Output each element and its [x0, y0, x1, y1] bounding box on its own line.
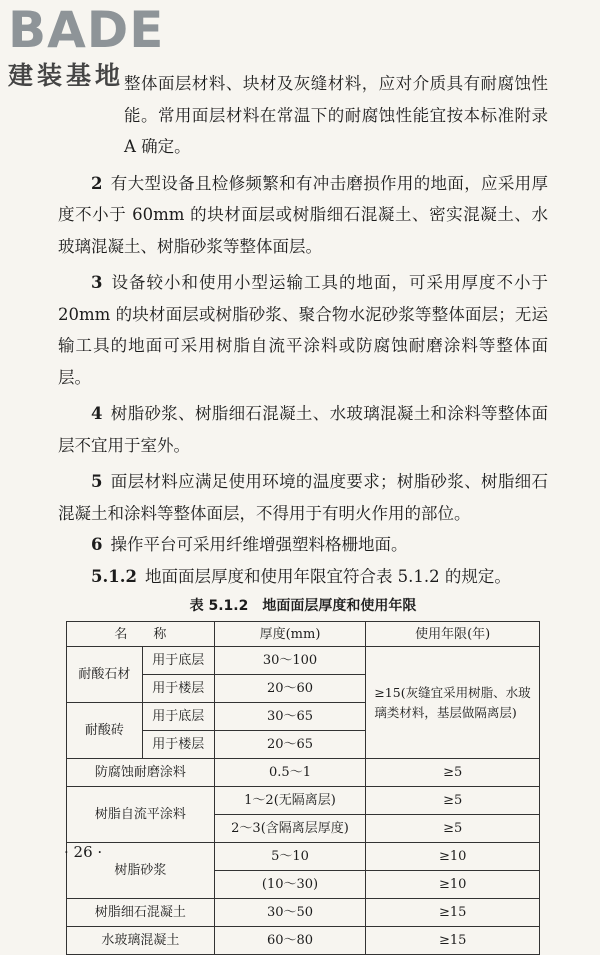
item-number: 4	[91, 404, 103, 423]
table-row	[67, 899, 540, 927]
cell-thickness: 2～3(含隔离层厚度)	[214, 815, 366, 843]
cell-thickness: 30～100	[214, 647, 366, 675]
paragraph-2	[58, 168, 548, 263]
document-body	[58, 68, 548, 955]
cell-floor: 用于楼层	[142, 731, 214, 759]
cell-life: ≥15	[366, 899, 540, 927]
table-row	[67, 759, 540, 787]
item-text: 操作平台可采用纤维增强塑料格栅地面。	[110, 535, 408, 554]
header-thickness: 厚度(mm)	[214, 622, 366, 647]
cell-acid-life: ≥15(灰缝宜采用树脂、水玻璃类材料，基层做隔离层)	[366, 647, 540, 759]
table-row	[67, 787, 540, 815]
item-number: 6	[91, 535, 103, 554]
item-number: 2	[91, 173, 103, 193]
page-number: · 26 ·	[64, 843, 103, 861]
clause-text: 地面面层厚度和使用年限宜符合表 5.1.2 的规定。	[144, 566, 511, 586]
item-text: 树脂砂浆、树脂细石混凝土、水玻璃混凝土和涂料等整体面层不宜用于室外。	[58, 404, 548, 455]
table-header-row	[67, 622, 540, 647]
item-text: 面层材料应满足使用环境的温度要求；树脂砂浆、树脂细石混凝土和涂料等整体面层，不得用于有明火作用的部位。	[58, 472, 548, 523]
cell-base: 用于底层	[142, 703, 214, 731]
cell-thickness: 1～2(无隔离层)	[214, 787, 366, 815]
logo-subtitle: 建装基地	[8, 61, 125, 90]
cell-life: ≥15	[366, 927, 540, 955]
paragraph-4	[58, 398, 548, 461]
table-row	[67, 843, 540, 871]
cell-life: ≥5	[366, 815, 540, 843]
cell-thickness: 30～50	[214, 899, 366, 927]
paragraph-6	[58, 529, 548, 561]
cell-life: ≥5	[366, 787, 540, 815]
paragraph-1: 整体面层材料、块材及灰缝材料，应对介质具有耐腐蚀性能。常用面层材料在常温下的耐腐蚀性能宜按本标准附录 A 确定。	[124, 74, 548, 156]
header-name: 名 称	[67, 622, 215, 647]
item-number: 3	[91, 273, 103, 292]
cell-thickness: 5～10	[214, 843, 366, 871]
table-title: 表 5.1.2 地面面层厚度和使用年限	[189, 598, 417, 614]
clause-number: 5.1.2	[91, 566, 137, 586]
cell-life: ≥10	[366, 871, 540, 899]
cell-glass-concrete: 水玻璃混凝土	[67, 927, 215, 955]
cell-thickness: 20～60	[214, 675, 366, 703]
item-text: 设备较小和使用小型运输工具的地面，可采用厚度不小于 20mm 的块材面层或树脂砂浆、聚合物水泥砂浆等整体面层；无运输工具的地面可采用树脂自流平涂料或防腐蚀耐磨涂料等整体面层。	[58, 273, 548, 387]
paragraph-5	[58, 466, 548, 529]
item-number: 5	[91, 472, 103, 491]
cell-mortar: 树脂砂浆	[67, 843, 215, 899]
cell-floor: 用于楼层	[142, 675, 214, 703]
cell-thickness: 20～65	[214, 731, 366, 759]
cell-acid-brick: 耐酸砖	[67, 703, 143, 759]
cell-thickness: (10～30)	[214, 871, 366, 899]
table-row	[67, 927, 540, 955]
cell-life: ≥5	[366, 759, 540, 787]
cell-acid-stone: 耐酸石材	[67, 647, 143, 703]
logo-brand: BADE	[8, 1, 165, 59]
cell-life: ≥10	[366, 843, 540, 871]
table-row	[67, 647, 540, 675]
cell-thickness: 60～80	[214, 927, 366, 955]
paragraph-3	[58, 267, 548, 393]
cell-coating: 防腐蚀耐磨涂料	[67, 759, 215, 787]
cell-thickness: 30～65	[214, 703, 366, 731]
header-life: 使用年限(年)	[366, 622, 540, 647]
cell-base: 用于底层	[142, 647, 214, 675]
item-text: 有大型设备且检修频繁和有冲击磨损作用的地面，应采用厚度不小于 60mm 的块材面层或树脂细石混凝土、密实混凝土、水玻璃混凝土、树脂砂浆等整体面层。	[58, 173, 548, 256]
thickness-life-table	[66, 621, 540, 955]
cell-fine-concrete: 树脂细石混凝土	[67, 899, 215, 927]
cell-self-level: 树脂自流平涂料	[67, 787, 215, 843]
cell-thickness: 0.5～1	[214, 759, 366, 787]
clause-5-1-2	[58, 561, 548, 593]
